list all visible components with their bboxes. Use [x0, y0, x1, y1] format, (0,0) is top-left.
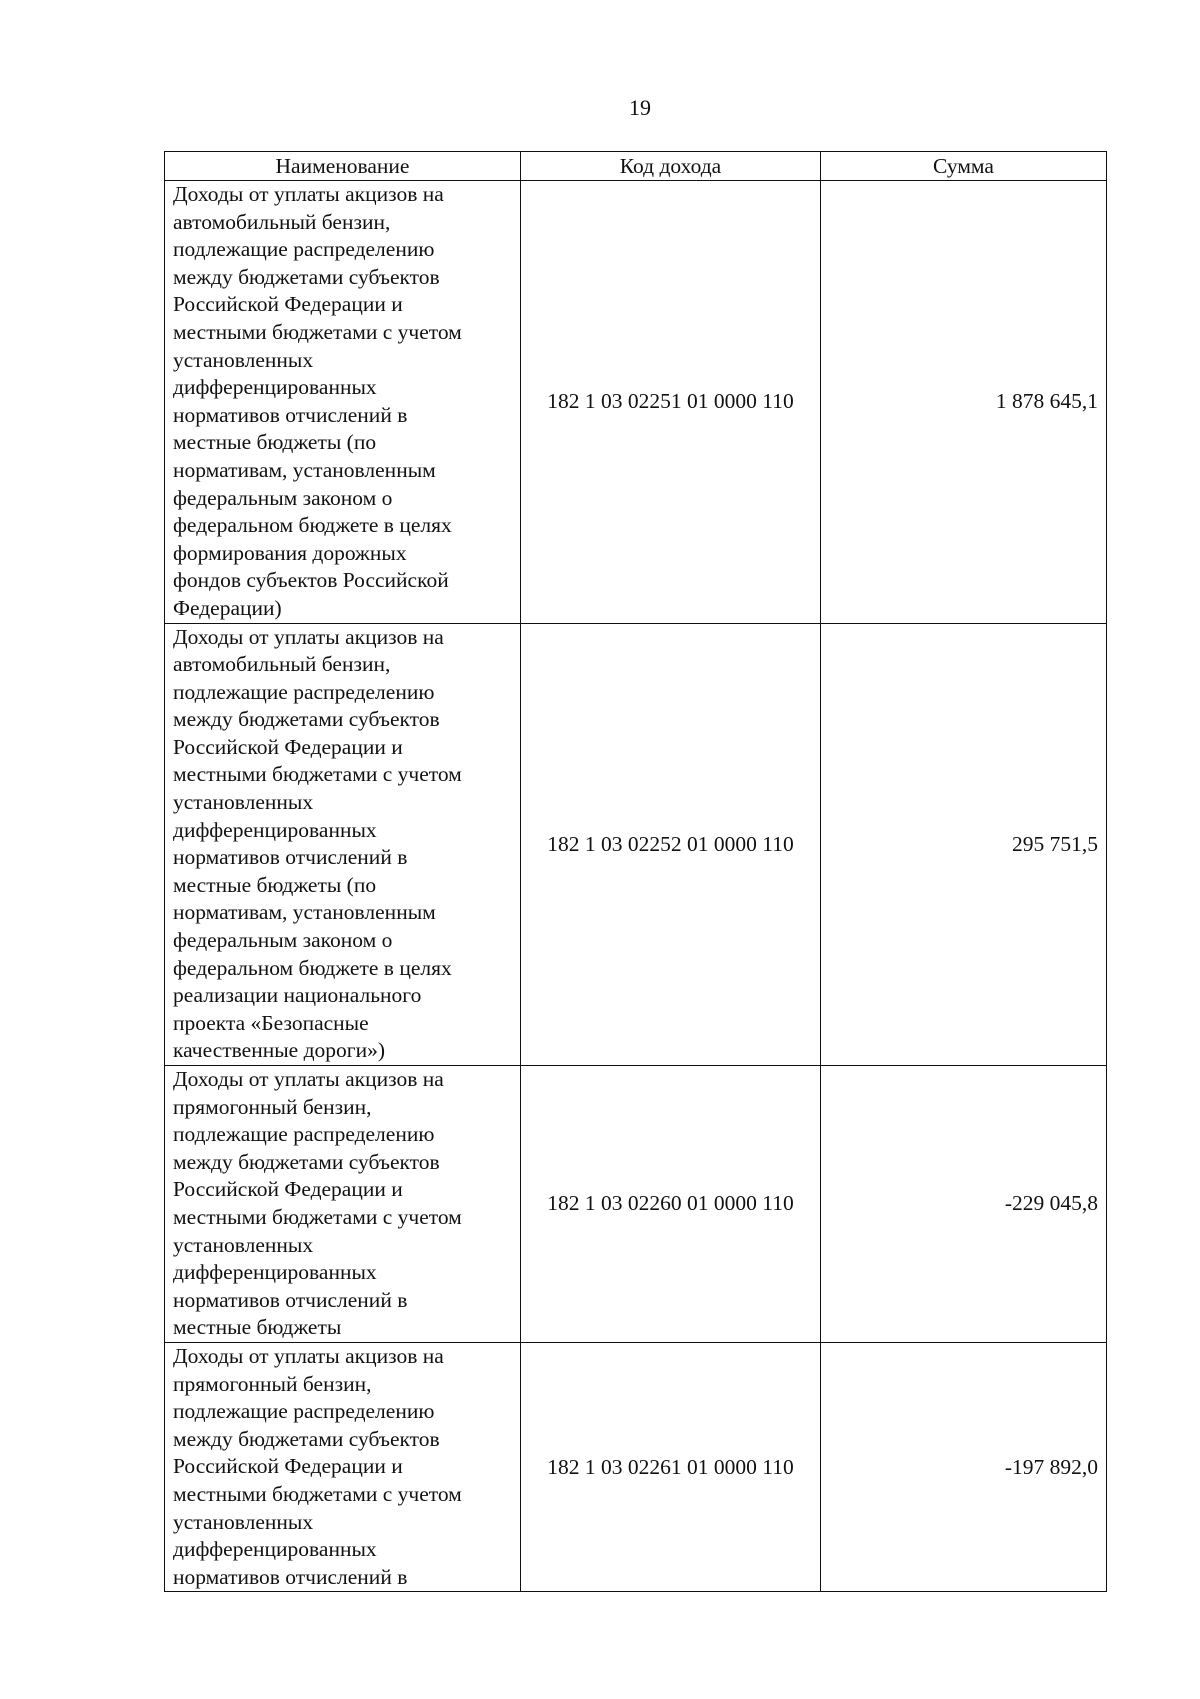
income-sum: -197 892,0: [821, 1342, 1107, 1591]
income-code: 182 1 03 02261 01 0000 110: [521, 1342, 821, 1591]
income-sum: 1 878 645,1: [821, 181, 1107, 624]
income-table: [164, 151, 1107, 1592]
table-row: [165, 181, 1107, 624]
income-name: Доходы от уплаты акцизов на прямогонный бензин, подлежащие распределению между бюджетами субъектов Российской Федерации и местными бюджетами с учетом установленных дифференцированных нормативов отчислений в местные бюджеты: [165, 1066, 521, 1343]
income-code: 182 1 03 02260 01 0000 110: [521, 1066, 821, 1343]
income-name: Доходы от уплаты акцизов на автомобильный бензин, подлежащие распределению между бюджетами субъектов Российской Федерации и местными бюджетами с учетом установленных дифференцированных нормативов отчислений в местные бюджеты (по нормативам, установленным федеральным законом о федеральном бюджете в целях формирования дорожных фондов субъектов Российской Федерации): [165, 181, 521, 624]
table-row: [165, 623, 1107, 1066]
table-row: [165, 1066, 1107, 1343]
header-name: Наименование: [165, 152, 521, 181]
income-sum: -229 045,8: [821, 1066, 1107, 1343]
table-header-row: [165, 152, 1107, 181]
page-number: 19: [629, 95, 651, 120]
income-code: 182 1 03 02252 01 0000 110: [521, 623, 821, 1066]
table-row: [165, 1342, 1107, 1591]
income-code: 182 1 03 02251 01 0000 110: [521, 181, 821, 624]
income-name: Доходы от уплаты акцизов на автомобильный бензин, подлежащие распределению между бюджетами субъектов Российской Федерации и местными бюджетами с учетом установленных дифференцированных нормативов отчислений в местные бюджеты (по нормативам, установленным федеральным законом о федеральном бюджете в целях реализации национального проекта «Безопасные качественные дороги»): [165, 623, 521, 1066]
header-code: Код дохода: [521, 152, 821, 181]
header-sum: Сумма: [821, 152, 1107, 181]
income-sum: 295 751,5: [821, 623, 1107, 1066]
income-name: Доходы от уплаты акцизов на прямогонный бензин, подлежащие распределению между бюджетами субъектов Российской Федерации и местными бюджетами с учетом установленных дифференцированных нормативов отчислений в: [165, 1342, 521, 1591]
